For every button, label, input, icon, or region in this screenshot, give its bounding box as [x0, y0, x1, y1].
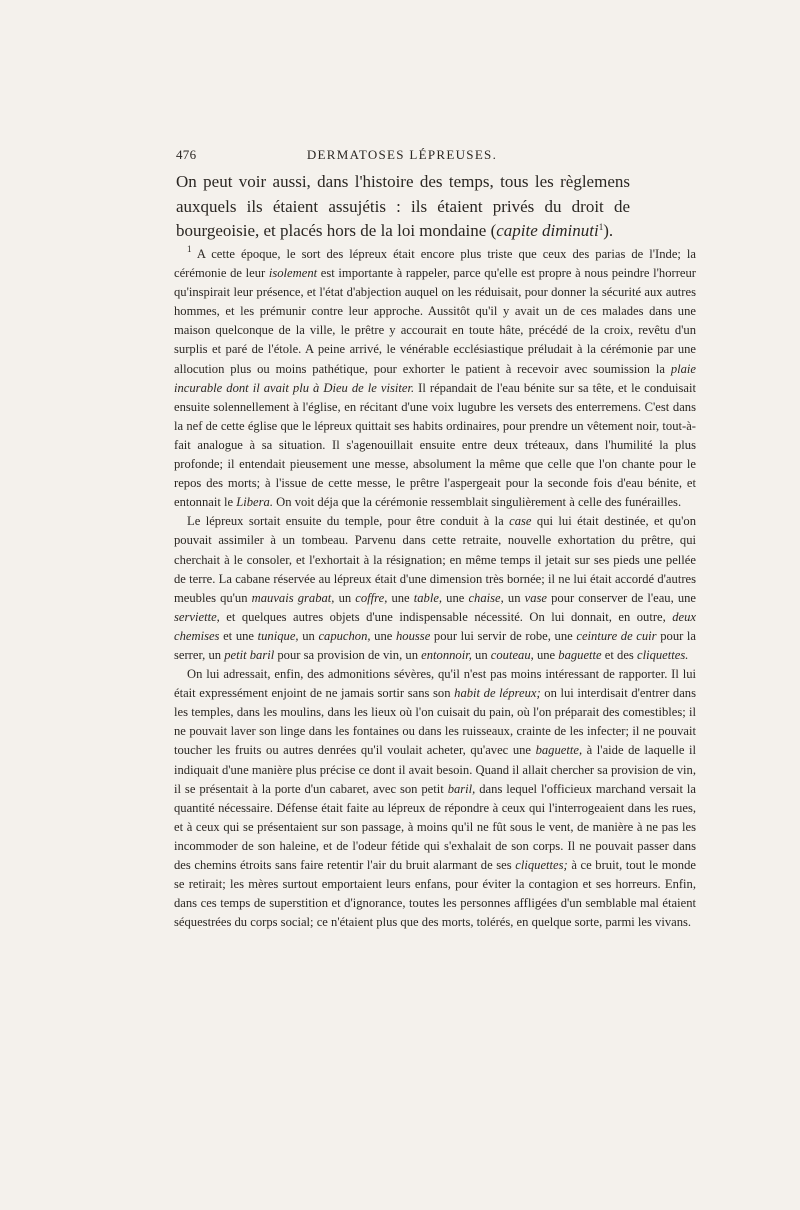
- italic-term: baguette,: [535, 743, 583, 758]
- text-run: un: [334, 590, 356, 605]
- footnote-runs: [174, 247, 696, 509]
- text-run: Le lépreux sortait ensuite du temple, pour être conduit à la: [187, 514, 510, 529]
- italic-term: case: [509, 514, 532, 529]
- lead-text-end: ).: [603, 221, 614, 240]
- text-run: pour sa provision de vin, un: [274, 647, 422, 662]
- italic-term: plaie incurable dont il avait plu à Dieu de le visiter.: [174, 361, 696, 395]
- text-run: pour conserver de l'eau, une: [547, 590, 697, 605]
- italic-term: deux chemises: [174, 609, 696, 643]
- italic-term: Libera.: [236, 495, 273, 510]
- italic-term: habit de lépreux;: [454, 686, 541, 701]
- text-run: pour lui servir de robe, une: [430, 628, 577, 643]
- italic-term: isolement: [268, 266, 318, 281]
- footnote-marker: 1: [187, 244, 192, 254]
- italic-term: coffre,: [355, 590, 388, 605]
- footnote-reference: 1: [598, 222, 604, 232]
- text-run: on lui interdisait d'entrer dans les temples, dans les moulins, dans les lieux où l'on cuisait du pain, où l'on préparait des comestibles; il ne pouvait laver son linge dans les fontaines ou dans les ruisseaux, crainte de les infecter; il ne pouvait toucher les fruits ou autres denrées qu'il voulait acheter, qu'avec une: [174, 686, 696, 758]
- text-run: une: [387, 590, 414, 605]
- text-run: un: [503, 590, 525, 605]
- italic-term: vase: [524, 590, 547, 605]
- text-run: et des: [601, 647, 637, 662]
- text-run: qui lui était destinée, et qu'on pouvait assimiler à un tombeau. Parvenu dans cette retraite, nouvelle exhortation du prêtre, qui cherchait à le consoler, et l'exhortait à la résignation; en même temps il jetait sur ses pieds une pellée de terre. La cabane réservée au lépreux était d'une dimension très bornée; il ne lui était accordé d'autres meubles qu'un: [174, 514, 696, 605]
- page-header: [176, 147, 630, 163]
- text-run: pour la serrer, un: [174, 628, 697, 662]
- italic-term: table,: [413, 590, 443, 605]
- footnote-paragraph: [174, 512, 696, 665]
- lead-text: On peut voir aussi, dans l'histoire des temps, tous les règlemens auxquels ils étaient assujétis : ils étaient privés du droit de bourgeoisie, et placés hors de la loi mondaine (: [176, 172, 630, 240]
- lead-italic: capite diminuti: [496, 221, 599, 240]
- text-run: Il répandait de l'eau bénite sur sa tête, et le conduisait ensuite solennellement à l'église, en récitant d'une voix lugubre les versets des enterremens. C'est dans la nef de cette église que le lépreux quittait ses habits ordinaires, pour prendre un vêtement noir, tout-à-fait analogue à sa situation. Il s'agenouillait ensuite entre deux tréteaux, dans l'humilité la plus profonde; il entendait pieusement une messe, absolument la même que celle que l'on chante pour le repos des morts; à l'issue de cette messe, le prêtre l'aspergeait pour la seconde fois d'eau bénite, et entonnait le: [174, 380, 697, 510]
- italic-term: ceinture de cuir: [576, 628, 657, 643]
- page-number: 476: [176, 147, 197, 162]
- text-run: une: [370, 628, 396, 643]
- italic-term: couteau,: [490, 647, 534, 662]
- text-run: à l'aide de laquelle il indiquait d'une manière plus précise ce dont il avait besoin. Quand il allait chercher sa provision de vin, il se présentait à la porte d'un cabaret, avec son petit: [174, 743, 696, 796]
- footnote-paragraph: [174, 665, 696, 932]
- text-run: une: [533, 647, 559, 662]
- italic-term: serviette,: [174, 609, 220, 624]
- text-run: un: [471, 647, 491, 662]
- text-run: à ce bruit, tout le monde se retirait; les mères surtout emportaient leurs enfans, pour éviter la contagion et ses horreurs. Enfin, dans ces temps de superstition et d'ignorance, toutes les personnes affligées d'un semblable mal étaient séquestrées du corps social; ce n'étaient plus que des morts, tolérés, en quelque sorte, parmi les vivans.: [174, 858, 696, 930]
- italic-term: baril,: [447, 781, 476, 796]
- text-run: et quelques autres objets d'une indispensable nécessité. On lui donnait, en outre,: [219, 609, 673, 624]
- italic-term: cliquettes;: [515, 858, 568, 872]
- footnote-runs: [174, 667, 696, 929]
- footnote: [174, 245, 696, 932]
- text-run: On lui adressait, enfin, des admonitions sévères, qu'il n'est pas moins intéressant de rapporter. Il lui était expressément enjoint de ne jamais sortir sans son: [174, 667, 696, 701]
- italic-term: baguette: [558, 647, 602, 662]
- text-run: dans lequel l'officieux marchand versait la quantité nécessaire. Défense était faite au lépreux de répondre à ceux qui l'interrogeaient dans les rues, et à ceux qui se présentaient sur son passage, à moins qu'il ne fût sous le vent, de manière à ne pas les incommoder de son haleine, et de l'odeur fétide qui s'exhalait de son corps. Il ne pouvait passer dans des chemins étroits sans faire retentir l'air du bruit alarmant de ses: [174, 781, 696, 872]
- lead-paragraph: [176, 170, 630, 244]
- footnote-runs: [174, 514, 696, 662]
- italic-term: tunique,: [257, 628, 299, 643]
- italic-term: cliquettes.: [636, 647, 689, 662]
- text-run: un: [298, 628, 319, 643]
- italic-term: entonnoir,: [421, 647, 472, 662]
- footnote-paragraph: [174, 245, 696, 512]
- text-run: et une: [219, 628, 258, 643]
- text-run: une: [442, 590, 469, 605]
- running-title: DERMATOSES LÉPREUSES.: [306, 147, 498, 162]
- italic-term: mauvais grabat,: [251, 590, 335, 605]
- text-run: A cette époque, le sort des lépreux était encore plus triste que ceux des parias de l'Inde; la cérémonie de leur: [174, 247, 696, 281]
- italic-term: capuchon,: [318, 628, 371, 643]
- italic-term: housse: [396, 628, 431, 643]
- text-run: est importante à rappeler, parce qu'elle est propre à nous peindre l'horreur qu'inspirait leur présence, et l'état d'abjection auquel on les réduisait, pour donner la sécurité aux autres hommes, et les prémunir contre leur approche. Aussitôt qu'il y avait un de ces malades dans une maison quelconque de la ville, le prêtre y accourait en toute hâte, précédé de la croix, revêtu d'un surplis et paré de l'étole. A peine arrivé, le vénérable ecclésiastique préludait à la cérémonie par une allocution plus ou moins pathétique, pour exhorter le patient à recevoir avec soumission la: [174, 266, 696, 376]
- text-run: On voit déja que la cérémonie ressemblait singulièrement à celle des funérailles.: [273, 495, 682, 510]
- italic-term: chaise,: [468, 590, 504, 605]
- italic-term: petit baril: [224, 647, 275, 662]
